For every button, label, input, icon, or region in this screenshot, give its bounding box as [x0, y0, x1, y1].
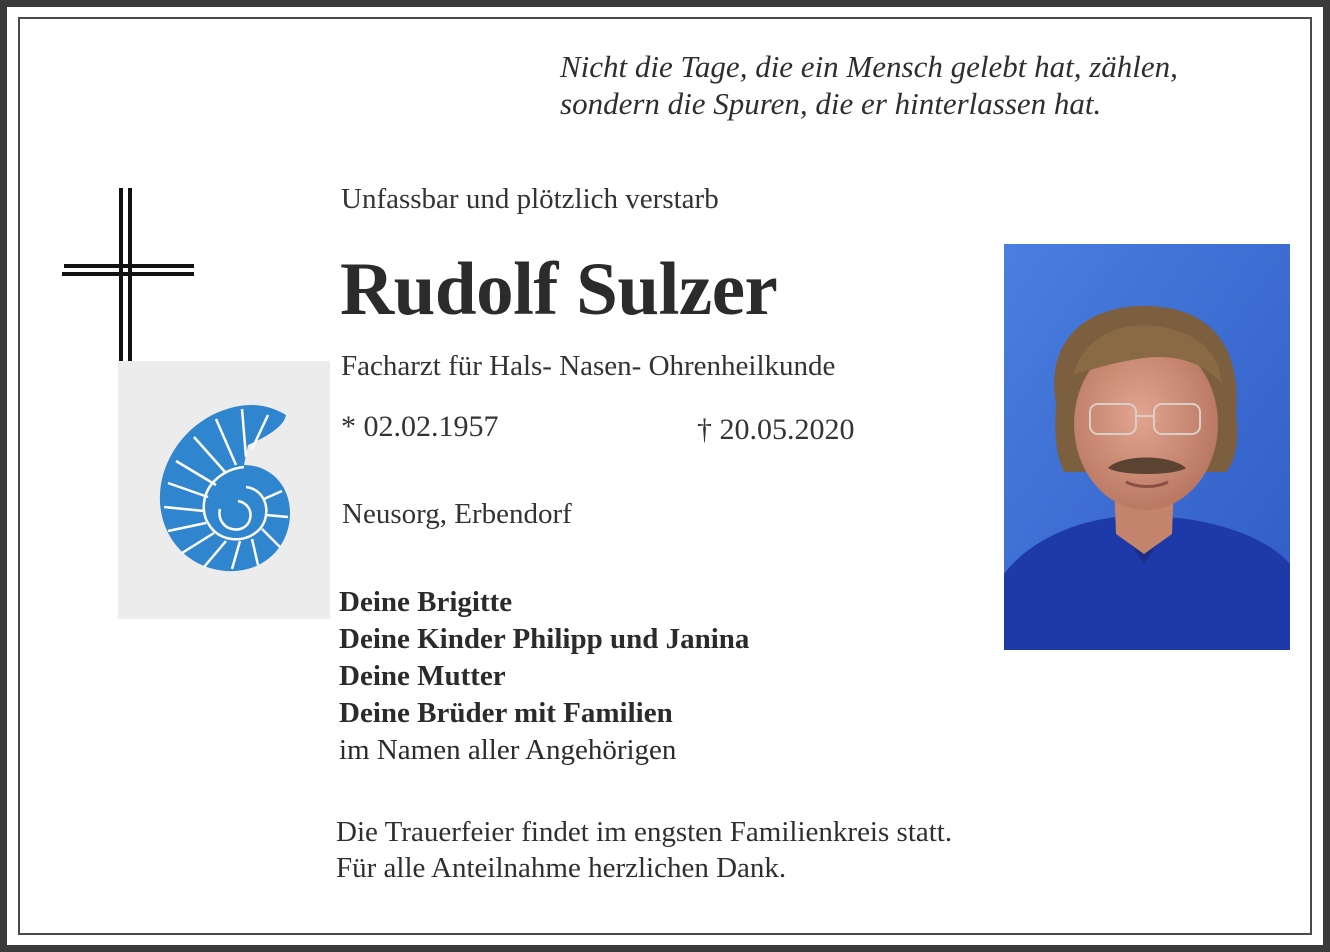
- birth-date: * 02.02.1957: [341, 410, 499, 443]
- intro-text: Unfassbar und plötzlich verstarb: [341, 183, 719, 215]
- shell-emblem: [118, 361, 330, 619]
- closing-note: [336, 814, 952, 886]
- profession: Facharzt für Hals- Nasen- Ohrenheilkunde: [341, 350, 836, 382]
- closing-line-2: Für alle Anteilnahme herzlichen Dank.: [336, 852, 787, 884]
- nautilus-shell-icon: [156, 401, 296, 581]
- quote-line-1: Nicht die Tage, die ein Mensch gelebt hat, zählen,: [560, 49, 1178, 84]
- mourner-line: im Namen aller Angehörigen: [339, 734, 677, 766]
- quote-line-2: sondern die Spuren, die er hinterlassen hat.: [560, 86, 1102, 121]
- mourner-line: Deine Mutter: [339, 660, 506, 692]
- deceased-name: Rudolf Sulzer: [340, 248, 778, 331]
- location: Neusorg, Erbendorf: [342, 498, 572, 530]
- memorial-quote: [560, 48, 1178, 122]
- closing-line-1: Die Trauerfeier findet im engsten Familienkreis statt.: [336, 816, 953, 848]
- mourners-list: [339, 584, 749, 769]
- mourner-line: Deine Brüder mit Familien: [339, 697, 673, 729]
- mourner-line: Deine Kinder Philipp und Janina: [339, 623, 750, 655]
- portrait-photo: [1004, 244, 1290, 650]
- mourner-line: Deine Brigitte: [339, 586, 513, 618]
- death-date: † 20.05.2020: [697, 413, 855, 446]
